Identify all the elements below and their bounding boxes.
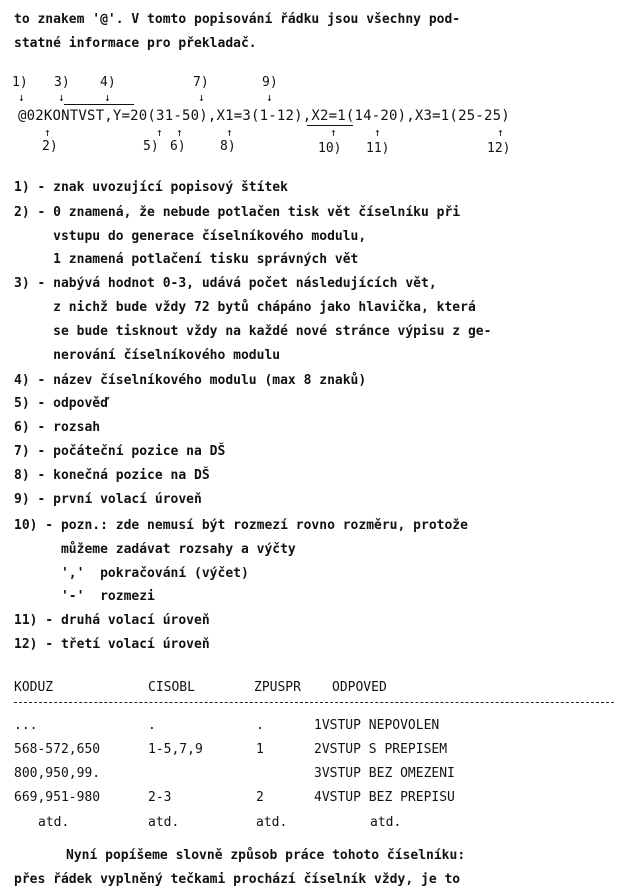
arrow-up-icon: ↑ xyxy=(374,126,381,139)
table-cell: 3VSTUP BEZ OMEZENI xyxy=(314,766,455,781)
arrow-down-icon: ↓ xyxy=(198,91,205,104)
legend-line: '-' rozmezi xyxy=(14,589,155,604)
table-cell: 568-572,650 xyxy=(14,742,101,757)
table-cell: atd. xyxy=(370,815,402,830)
table-cell: 1VSTUP NEPOVOLEN xyxy=(314,718,440,733)
marker-4: 4) xyxy=(100,75,116,90)
table-cell: 1-5,7,9 xyxy=(148,742,203,757)
table-cell: 669,951-980 xyxy=(14,790,101,805)
outro-line-1: Nyní popíšeme slovně způsob práce tohoto číselníku: xyxy=(66,848,466,863)
legend-line: 10) - pozn.: zde nemusí být rozmezí rovno rozměru, protože xyxy=(14,518,468,533)
table-header-odpoved: ODPOVED xyxy=(332,680,387,695)
legend-line: ',' pokračování (výčet) xyxy=(14,566,249,581)
legend-line: můžeme zadávat rozsahy a výčty xyxy=(14,542,296,557)
arrow-up-icon: ↑ xyxy=(497,126,504,139)
marker-5: 5) xyxy=(143,139,159,154)
table-cell: 800,950,99. xyxy=(14,766,101,781)
marker-10: 10) xyxy=(318,141,342,156)
table-cell: atd. xyxy=(148,815,180,830)
legend-line: 4) - název číselníkového modulu (max 8 znaků) xyxy=(14,373,367,388)
legend-line: 8) - konečná pozice na DŠ xyxy=(14,468,210,483)
arrow-up-icon: ↑ xyxy=(226,126,233,139)
legend-line: 1 znamená potlačení tisku správných vět xyxy=(14,252,359,267)
marker-11: 11) xyxy=(366,141,390,156)
marker-9: 9) xyxy=(262,75,278,90)
marker-7: 7) xyxy=(193,75,209,90)
intro-line-1: to znakem '@'. V tomto popisování řádku jsou všechny pod- xyxy=(14,12,461,27)
legend-line: 12) - třetí volací úroveň xyxy=(14,637,210,652)
legend-line: 7) - počáteční pozice na DŠ xyxy=(14,444,226,459)
legend-line: 5) - odpověď xyxy=(14,396,108,411)
table-cell: ... xyxy=(14,718,38,733)
arrow-up-icon: ↑ xyxy=(330,126,337,139)
table-cell: 4VSTUP BEZ PREPISU xyxy=(314,790,455,805)
legend-line: z nichž bude vždy 72 bytů chápáno jako hlavička, která xyxy=(14,300,476,315)
legend-line: 3) - nabývá hodnot 0-3, udává počet následujících vět, xyxy=(14,276,437,291)
legend-line: nerování číselníkového modulu xyxy=(14,348,281,363)
marker-8: 8) xyxy=(220,139,236,154)
table-header-koduz: KODUZ xyxy=(14,680,54,695)
outro-line-2: přes řádek vyplněný tečkami prochází číselník vždy, je to xyxy=(14,872,461,887)
table-cell: . xyxy=(256,718,264,733)
marker-2: 2) xyxy=(42,139,58,154)
arrow-down-icon: ↓ xyxy=(104,91,111,104)
legend-line: 6) - rozsah xyxy=(14,420,101,435)
arrow-up-icon: ↑ xyxy=(156,126,163,139)
table-cell: atd. xyxy=(38,815,70,830)
table-cell: 2 xyxy=(256,790,264,805)
arrow-down-icon: ↓ xyxy=(58,91,65,104)
arrow-up-icon: ↑ xyxy=(176,126,183,139)
module-name-overline xyxy=(64,104,134,105)
descriptor-code-line: @02KONTVST,Y=20(31-50),X1=3(1-12),X2=1(14-20),X3=1(25-25) xyxy=(18,108,510,124)
arrow-up-icon: ↑ xyxy=(44,126,51,139)
legend-line: 2) - 0 znamená, že nebude potlačen tisk vět číselníku při xyxy=(14,205,461,220)
intro-line-2: statné informace pro překladač. xyxy=(14,36,257,51)
arrow-down-icon: ↓ xyxy=(266,91,273,104)
marker-6: 6) xyxy=(170,139,186,154)
marker-12: 12) xyxy=(487,141,511,156)
table-header-divider xyxy=(14,702,614,703)
arrow-down-icon: ↓ xyxy=(18,91,25,104)
table-header-zpuspr: ZPUSPR xyxy=(254,680,301,695)
table-cell: 1 xyxy=(256,742,264,757)
legend-line: vstupu do generace číselníkového modulu, xyxy=(14,229,367,244)
table-cell: . xyxy=(148,718,156,733)
table-cell: atd. xyxy=(256,815,288,830)
legend-line: 9) - první volací úroveň xyxy=(14,492,202,507)
table-cell: 2VSTUP S PREPISEM xyxy=(314,742,448,757)
marker-3: 3) xyxy=(54,75,70,90)
legend-line: 1) - znak uvozující popisový štítek xyxy=(14,180,288,195)
legend-line: 11) - druhá volací úroveň xyxy=(14,613,210,628)
marker-1: 1) xyxy=(12,75,28,90)
table-header-cisobl: CISOBL xyxy=(148,680,195,695)
table-cell: 2-3 xyxy=(148,790,172,805)
legend-line: se bude tisknout vždy na každé nové stránce výpisu z ge- xyxy=(14,324,492,339)
